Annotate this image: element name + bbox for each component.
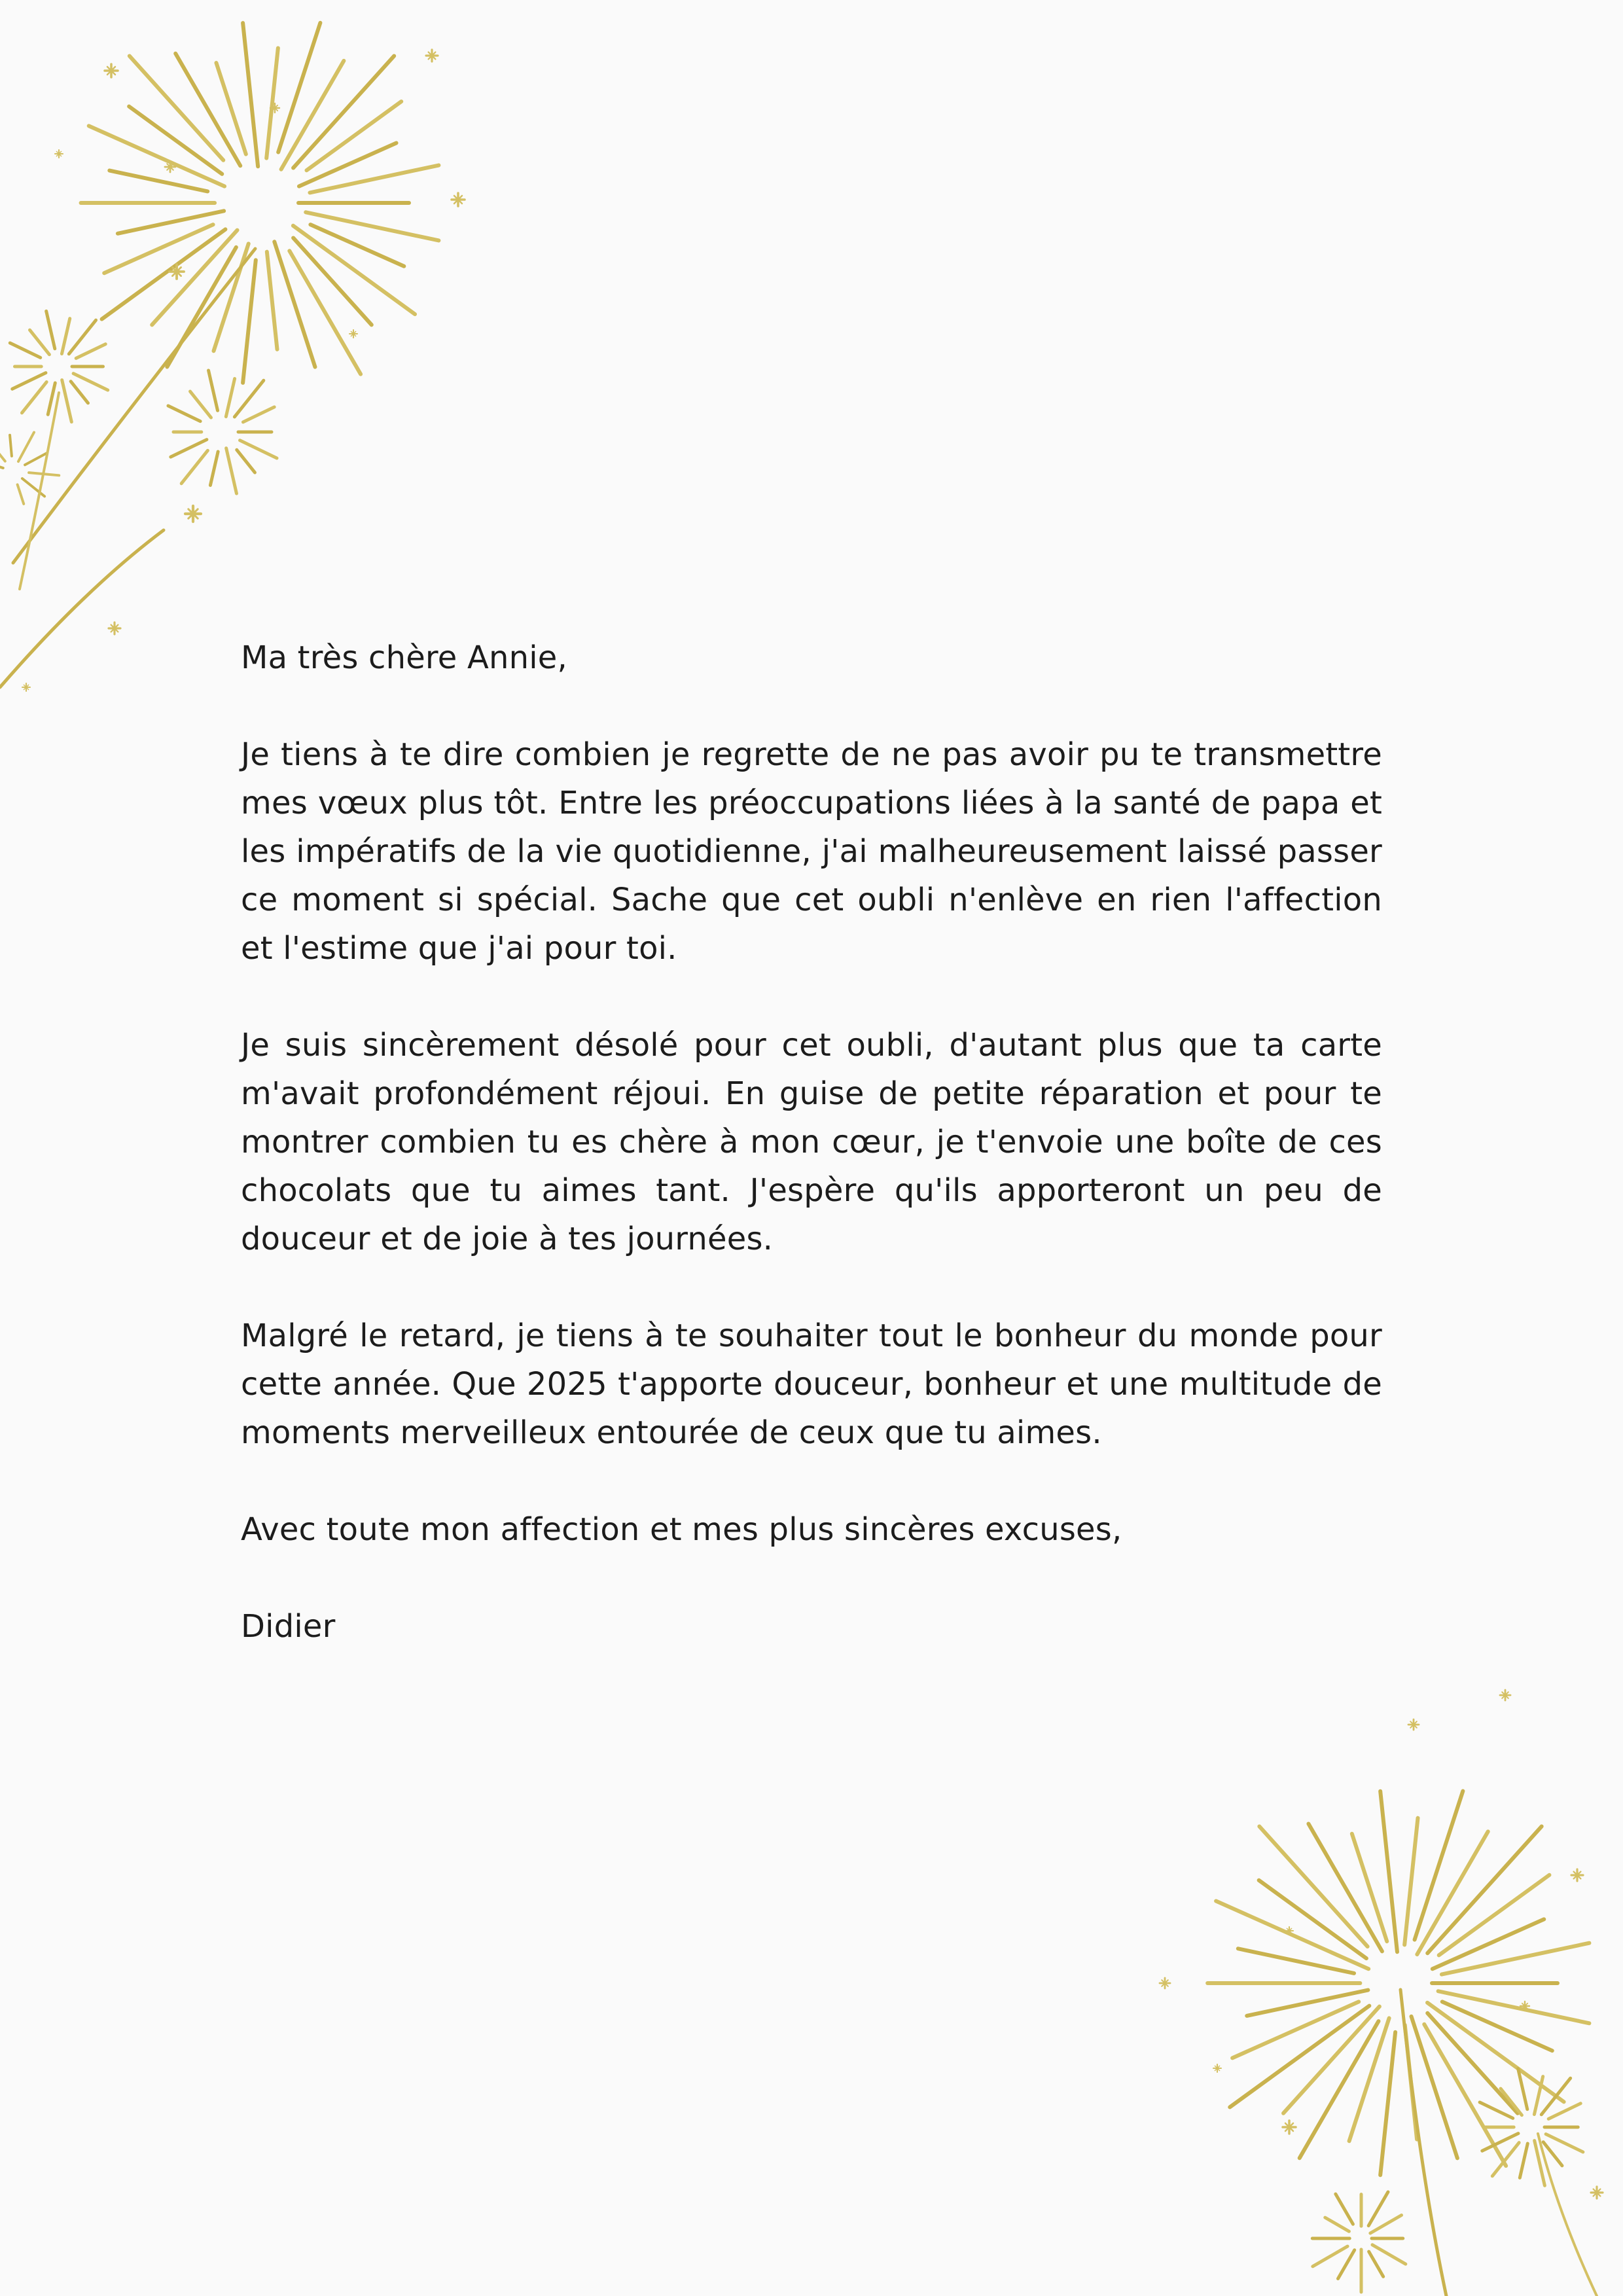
letter-closing: Avec toute mon affection et mes plus sincères excuses, xyxy=(241,1511,1122,1548)
letter-paragraph-3: Malgré le retard, je tiens à te souhaiter tout le bonheur du monde pour cette année. Que 2025 t'apporte douceur, bonheur et une multitude de moments merveilleux entourée de ceux que tu aimes. xyxy=(241,1318,1382,1451)
letter-signature: Didier xyxy=(241,1608,336,1645)
letter-paragraph-1: Je tiens à te dire combien je regrette de ne pas avoir pu te transmettre mes vœux plus tôt. Entre les préoccupations liées à la santé de papa et les impératifs de la vie quotidienne, j'ai malheureusement laissé passer ce moment si spécial. Sache que cet oubli n'enlève en rien l'affection et l'estime que j'ai pour toi. xyxy=(241,736,1382,967)
fireworks-bottom-right-icon xyxy=(1139,1676,1623,2296)
letter-greeting: Ma très chère Annie, xyxy=(241,639,567,676)
letter-body xyxy=(241,634,1382,1651)
letter-paragraph-2: Je suis sincèrement désolé pour cet oubli, d'autant plus que ta carte m'avait profondément réjoui. En guise de petite réparation et pour te montrer combien tu es chère à mon cœur, je t'envoie une boîte de ces chocolats que tu aimes tant. J'espère qu'ils apporteront un peu de douceur et de joie à tes journées. xyxy=(241,1027,1382,1257)
fireworks-top-left-icon xyxy=(0,0,589,707)
